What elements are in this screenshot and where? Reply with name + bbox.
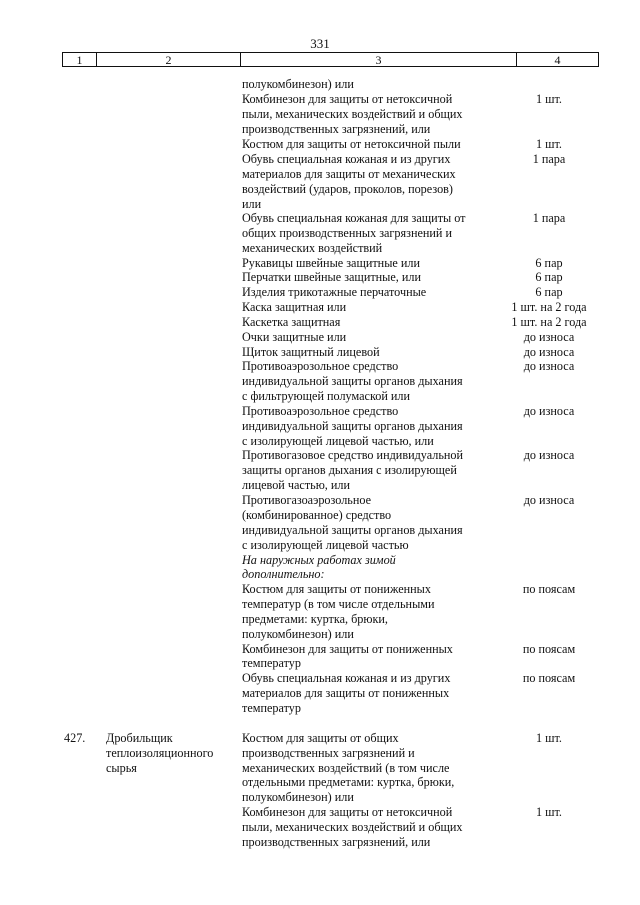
item-text: Очки защитные или	[242, 330, 347, 344]
item-text: индивидуальной защиты органов дыхания	[242, 374, 463, 388]
quantity: до износа	[523, 359, 575, 373]
item-text: с изолирующей лицевой частью, или	[242, 434, 434, 448]
quantity: 6 пар	[535, 285, 563, 299]
item-text: отдельными предметами: куртка, брюки,	[242, 775, 455, 789]
row-number: 427.	[64, 731, 86, 745]
header-col-2: 2	[97, 53, 241, 66]
quantity: 6 пар	[535, 256, 563, 270]
item-text: предметами: куртка, брюки,	[242, 612, 388, 626]
item-text: Противогазоаэрозольное	[242, 493, 372, 507]
item-text: Обувь специальная кожаная для защиты от	[242, 211, 466, 225]
item-text: Рукавицы швейные защитные или	[242, 256, 420, 270]
item-text: Обувь специальная кожаная и из других	[242, 671, 451, 685]
item-text: Комбинезон для защиты от нетоксичной	[242, 805, 453, 819]
item-text: Комбинезон для защиты от пониженных	[242, 642, 453, 656]
item-text: пыли, механических воздействий и общих	[242, 820, 463, 834]
item-text: температур	[242, 701, 301, 715]
item-text: с изолирующей лицевой частью	[242, 538, 409, 552]
item-text: механических воздействий (в том числе	[242, 761, 450, 775]
item-text: лицевой частью, или	[242, 478, 351, 492]
table-header	[62, 52, 599, 67]
page-number: 331	[310, 36, 330, 51]
item-text: Костюм для защиты от общих	[242, 731, 399, 745]
quantity: по поясам	[522, 642, 576, 656]
quantity: по поясам	[522, 671, 576, 685]
item-text: Каска защитная или	[242, 300, 347, 314]
item-text: Перчатки швейные защитные, или	[242, 270, 422, 284]
item-text: полукомбинезон) или	[242, 627, 354, 641]
quantity: до износа	[523, 493, 575, 507]
item-text: производственных загрязнений и	[242, 746, 415, 760]
item-text: защиты органов дыхания с изолирующей	[242, 463, 457, 477]
item-text: индивидуальной защиты органов дыхания	[242, 419, 463, 433]
quantity: 1 шт. на 2 года	[511, 300, 587, 314]
item-text: пыли, механических воздействий и общих	[242, 107, 463, 121]
quantity: 1 шт.	[536, 137, 562, 151]
quantity: 1 шт.	[536, 92, 562, 106]
item-text: Изделия трикотажные перчаточные	[242, 285, 427, 299]
quantity: до износа	[523, 345, 575, 359]
item-text: температур	[242, 656, 301, 670]
quantity: 1 шт.	[536, 731, 562, 745]
header-col-3: 3	[241, 53, 517, 66]
item-text: индивидуальной защиты органов дыхания	[242, 523, 463, 537]
item-text: Противоаэрозольное средство	[242, 359, 399, 373]
item-text: (комбинированное) средство	[242, 508, 392, 522]
item-text: Каскетка защитная	[242, 315, 341, 329]
quantity: по поясам	[522, 582, 576, 596]
item-text: Щиток защитный лицевой	[242, 345, 380, 359]
header-col-1: 1	[63, 53, 97, 66]
item-text: материалов для защиты от механических	[242, 167, 456, 181]
item-text: материалов для защиты от пониженных	[242, 686, 450, 700]
item-text: с фильтрующей полумаской или	[242, 389, 411, 403]
quantity: до износа	[523, 330, 575, 344]
item-text: полукомбинезон) или	[242, 790, 354, 804]
item-text: воздействий (ударов, проколов, порезов)	[242, 182, 453, 196]
quantity: 1 шт.	[536, 805, 562, 819]
item-text: Противоаэрозольное средство	[242, 404, 399, 418]
profession-name: Дробильщик	[106, 731, 173, 745]
quantity: до износа	[523, 448, 575, 462]
profession-name: сырья	[106, 761, 137, 775]
profession-name: теплоизоляционного	[106, 746, 214, 760]
item-text: Комбинезон для защиты от нетоксичной	[242, 92, 453, 106]
item-text: температур (в том числе отдельными	[242, 597, 435, 611]
item-text: или	[242, 197, 262, 211]
quantity: 1 пара	[532, 211, 566, 225]
quantity: 1 пара	[532, 152, 566, 166]
section-note: На наружных работах зимой	[242, 553, 396, 567]
quantity: до износа	[523, 404, 575, 418]
item-text: производственных загрязнений, или	[242, 122, 431, 136]
item-text: Обувь специальная кожаная и из других	[242, 152, 451, 166]
item-text: общих производственных загрязнений и	[242, 226, 453, 240]
item-text: производственных загрязнений, или	[242, 835, 431, 849]
item-text: Костюм для защиты от нетоксичной пыли	[242, 137, 461, 151]
item-text: механических воздействий	[242, 241, 383, 255]
quantity: 1 шт. на 2 года	[511, 315, 587, 329]
item-text: полукомбинезон) или	[242, 77, 354, 91]
section-note: дополнительно:	[242, 567, 325, 581]
quantity: 6 пар	[535, 270, 563, 284]
header-col-4: 4	[554, 53, 561, 67]
item-text: Костюм для защиты от пониженных	[242, 582, 431, 596]
item-text: Противогазовое средство индивидуальной	[242, 448, 464, 462]
